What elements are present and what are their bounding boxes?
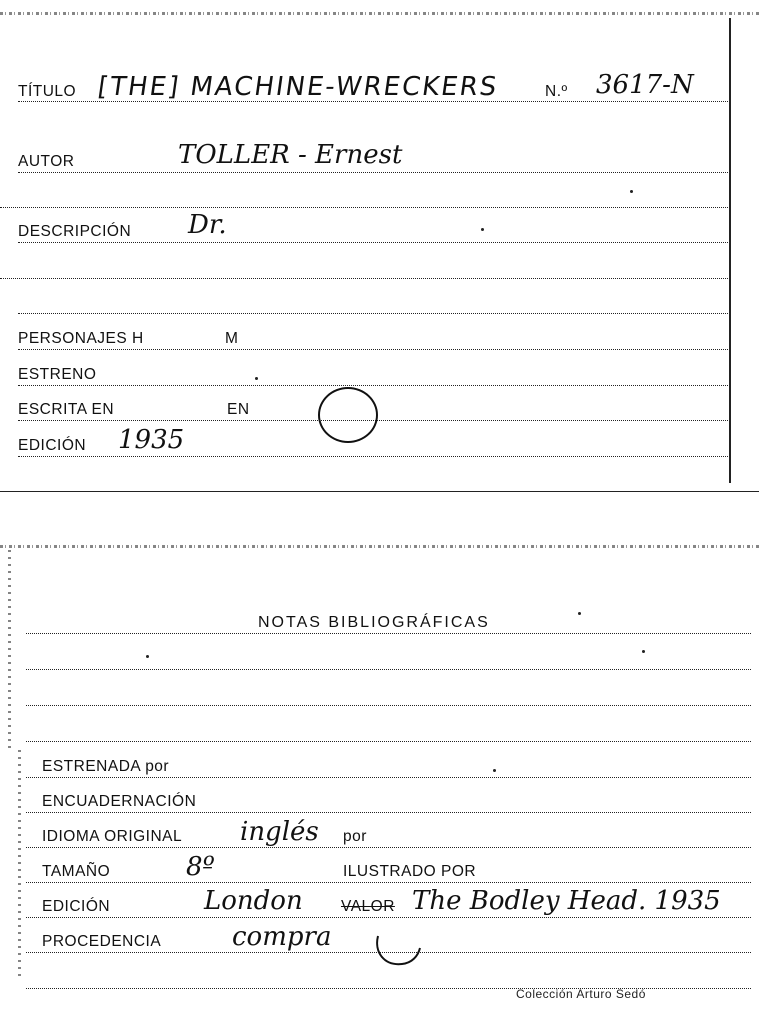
bibliographic-notes-heading: NOTAS BIBLIOGRÁFICAS [258,614,490,631]
size-rule [26,882,751,883]
notes-rule-2 [26,669,751,670]
characters-rule [18,349,730,350]
provenance-value: compra [232,922,332,952]
speck [481,228,484,231]
speck [578,612,581,615]
size-value: 8º [186,852,215,882]
speck [642,650,645,653]
title-value: [THE] MACHINE-WRECKERS [95,72,501,102]
edition-value: 1935 [118,425,185,455]
blank-rule-2 [0,278,730,279]
catalog-card-front [0,0,759,492]
card-left-edge [8,550,11,750]
blank-rule-1 [0,207,730,208]
edition-label: EDICIÓN [42,898,111,915]
edition-label: EDICIÓN [18,437,87,454]
card-right-edge [729,18,731,483]
author-value: TOLLER - Ernest [178,140,403,170]
speck [146,655,149,658]
speck [255,377,258,380]
number-label: N.º [545,83,568,100]
premiered-by-rule [26,777,751,778]
speck [630,190,633,193]
card-bottom-edge [0,491,759,492]
catalog-card-back [0,540,759,1010]
premiere-rule [18,385,730,386]
notes-rule-3 [26,705,751,706]
binding-rule [26,812,751,813]
author-rule [18,172,730,173]
written-in-label: ESCRITA EN [18,401,115,418]
premiered-by-label: ESTRENADA por [42,758,170,775]
title-rule [18,101,730,102]
blank-rule-3 [18,313,730,314]
translated-by-label: por [343,828,367,845]
illustrated-by-label: ILUSTRADO POR [343,863,477,880]
number-value: 3617-N [596,70,694,100]
original-language-rule [26,847,751,848]
description-label: DESCRIPCIÓN [18,223,132,240]
binding-label: ENCUADERNACIÓN [42,793,197,810]
description-value: Dr. [188,210,227,240]
card-top-edge [0,12,759,15]
collection-footer: Colección Arturo Sedó [516,987,646,1001]
edition-value: London [204,886,303,916]
notes-rule-1 [26,633,751,634]
original-language-label: IDIOMA ORIGINAL [42,828,183,845]
edition-rule [18,456,730,457]
title-label: TÍTULO [18,83,77,100]
written-en-label: EN [227,401,250,418]
characters-m-label: M [225,330,239,347]
premiere-label: ESTRENO [18,366,97,383]
provenance-label: PROCEDENCIA [42,933,162,950]
size-label: TAMAÑO [42,863,111,880]
speck [493,769,496,772]
card-top-edge [0,545,759,548]
edition-rule [26,917,751,918]
original-language-value: inglés [240,817,319,847]
author-label: AUTOR [18,153,75,170]
value-label: VALOR [341,898,395,915]
description-rule [18,242,730,243]
characters-h-label: PERSONAJES H [18,330,144,347]
partial-circle-mark [372,932,432,972]
notes-rule-4 [26,741,751,742]
card-left-edge [18,750,21,980]
punch-hole-circle [318,387,378,443]
value-value: The Bodley Head. 1935 [412,886,721,916]
